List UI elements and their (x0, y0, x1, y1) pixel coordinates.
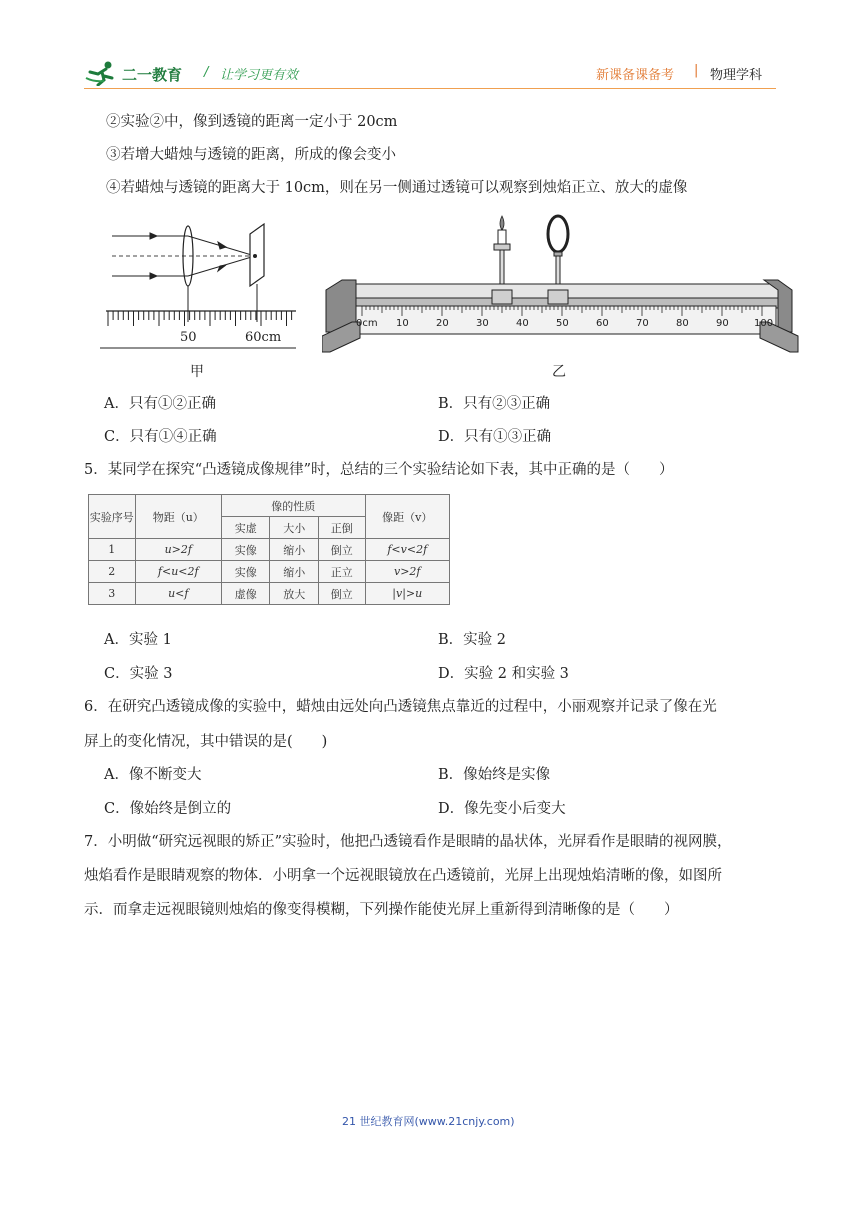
candle-icon (494, 216, 510, 292)
logo-text: 二一教育 (122, 66, 183, 84)
q6-option-d[interactable]: D．像先变小后变大 (438, 801, 566, 817)
table-cell: f<u<2f (135, 561, 221, 583)
q7-line-2: 烛焰看作是眼睛观察的物体．小明拿一个远视眼镜放在凸透镜前，光屏上出现烛焰清晰的像，如图所 (84, 868, 722, 884)
figure-jia-label-50: 50 (180, 330, 197, 345)
table-cell: u>2f (135, 539, 221, 561)
table-cell: u<f (135, 583, 221, 605)
q5-option-b[interactable]: B．实验 2 (438, 632, 506, 648)
table-header-properties: 像的性质 (221, 495, 365, 517)
figure-yi-caption: 乙 (552, 364, 566, 380)
slogan: 让学习更有效 (220, 68, 299, 83)
table-cell: 2 (89, 561, 136, 583)
scale-label-20: 20 (436, 318, 449, 329)
scale-label-80: 80 (676, 318, 689, 329)
scale-label-30: 30 (476, 318, 489, 329)
q4-option-d[interactable]: D．只有①③正确 (438, 429, 552, 445)
q5-option-a[interactable]: A．实验 1 (104, 632, 172, 648)
figure-jia-label-60: 60cm (245, 330, 282, 345)
figure-yi-optical-bench (322, 210, 800, 360)
figure-jia-caption: 甲 (190, 364, 204, 380)
table-cell: 实像 (221, 539, 270, 561)
q7-line-3: 示．而拿走远视眼镜则烛焰的像变得模糊，下列操作能使光屏上重新得到清晰像的是（ ） (84, 902, 679, 918)
table-cell: 虚像 (221, 583, 270, 605)
header-divider (84, 88, 776, 89)
q6-option-a[interactable]: A．像不断变大 (104, 767, 202, 783)
q5-option-d[interactable]: D．实验 2 和实验 3 (438, 666, 569, 682)
table-row (89, 583, 450, 605)
table-header-v: 像距（v） (365, 495, 449, 539)
q6-option-b[interactable]: B．像始终是实像 (438, 767, 551, 783)
scale-label-70: 70 (636, 318, 649, 329)
q4-option-c[interactable]: C．只有①④正确 (104, 429, 217, 445)
table-cell: 1 (89, 539, 136, 561)
table-cell: 实像 (221, 561, 270, 583)
table-cell: 缩小 (270, 561, 319, 583)
table-cell: |v|>u (365, 583, 449, 605)
q6-option-c[interactable]: C．像始终是倒立的 (104, 801, 232, 817)
scale-label-90: 90 (716, 318, 729, 329)
table-cell: 倒立 (318, 583, 365, 605)
table-header-u: 物距（u） (135, 495, 221, 539)
footer-source: 21 世纪教育网(www.21cnjy.com) (342, 1115, 515, 1128)
table-cell: 3 (89, 583, 136, 605)
table-row (89, 539, 450, 561)
header-separator: | (694, 63, 699, 78)
q6-stem-line-2: 屏上的变化情况，其中错误的是( ) (84, 734, 328, 750)
header-course-label: 新课备课备考 (596, 68, 675, 83)
runner-logo-icon (84, 60, 120, 86)
table-cell: 倒立 (318, 539, 365, 561)
q6-stem-line-1: 6．在研究凸透镜成像的实验中，蜡烛由远处向凸透镜焦点靠近的过程中，小丽观察并记录了像在光 (84, 699, 717, 715)
scale-label-0: 0cm (356, 318, 378, 329)
scale-label-40: 40 (516, 318, 529, 329)
scale-label-100: 100 (754, 318, 774, 329)
q5-stem: 5．某同学在探究“凸透镜成像规律”时，总结的三个实验结论如下表，其中正确的是（ ） (84, 462, 674, 478)
statement-4: ④若蜡烛与透镜的距离大于 10cm，则在另一侧通过透镜可以观察到烛焰正立、放大的虚像 (106, 180, 688, 196)
q5-option-c[interactable]: C．实验 3 (104, 666, 173, 682)
scale-label-50: 50 (556, 318, 569, 329)
table-row (89, 561, 450, 583)
table-cell: 放大 (270, 583, 319, 605)
scale-label-60: 60 (596, 318, 609, 329)
table-cell: v>2f (365, 561, 449, 583)
lens-icon (548, 216, 568, 292)
q7-line-1: 7．小明做“研究远视眼的矫正”实验时，他把凸透镜看作是眼睛的晶状体，光屏看作是眼睛的视网膜， (84, 834, 732, 850)
table-cell: f<v<2f (365, 539, 449, 561)
statement-3: ③若增大蜡烛与透镜的距离，所成的像会变小 (106, 147, 396, 163)
q5-properties-table (88, 494, 450, 605)
q4-option-a[interactable]: A．只有①②正确 (104, 396, 216, 412)
table-cell: 正立 (318, 561, 365, 583)
scale-label-10: 10 (396, 318, 409, 329)
header (84, 60, 776, 88)
slogan-separator: / (204, 65, 209, 80)
table-cell: 缩小 (270, 539, 319, 561)
header-subject-label: 物理学科 (710, 68, 763, 83)
figure-yi-scale-labels (356, 318, 786, 332)
table-header-real: 实虚 (221, 517, 270, 539)
table-header-orient: 正倒 (318, 517, 365, 539)
q4-option-b[interactable]: B．只有②③正确 (438, 396, 551, 412)
statement-2: ②实验②中，像到透镜的距离一定小于 20cm (106, 114, 398, 130)
table-header-size: 大小 (270, 517, 319, 539)
table-header-exp: 实验序号 (89, 495, 136, 539)
